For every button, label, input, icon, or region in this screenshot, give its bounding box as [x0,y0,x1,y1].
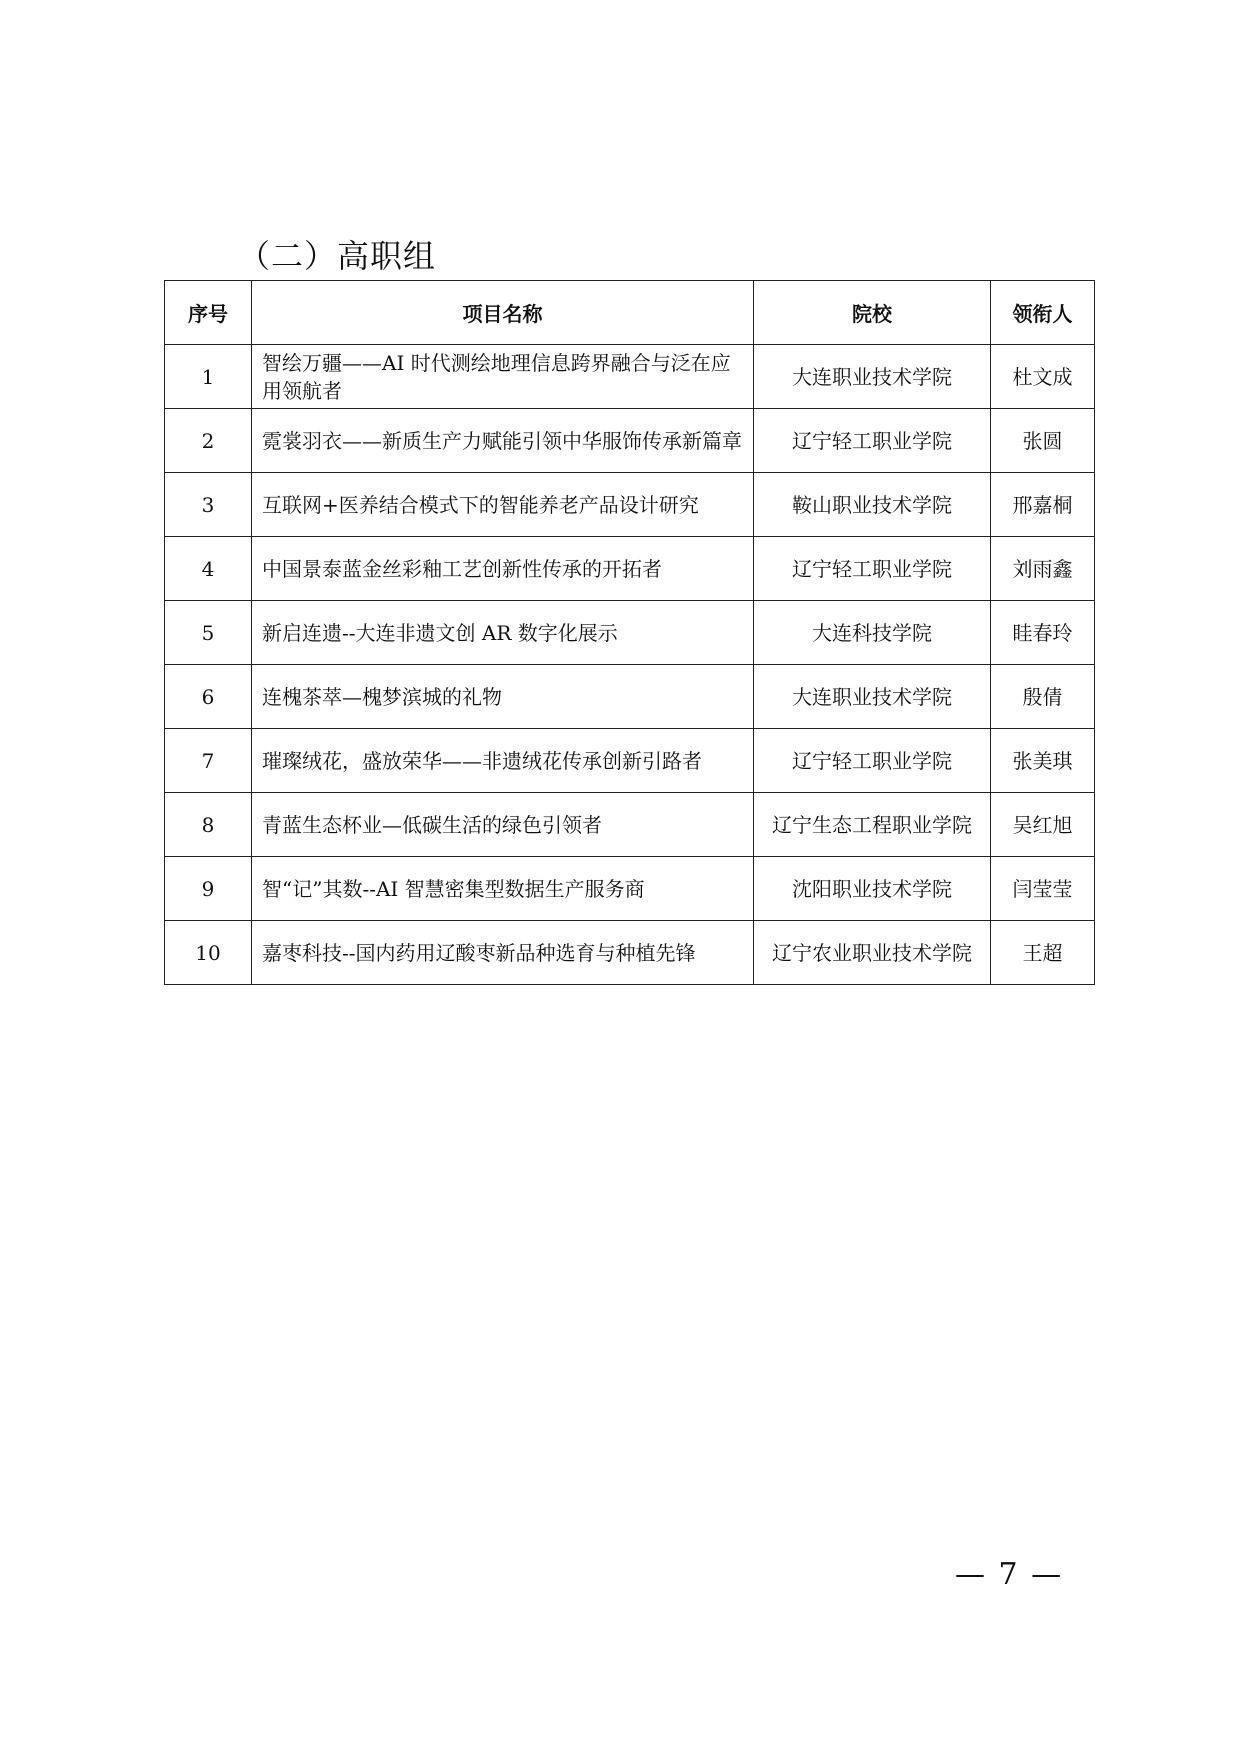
header-leader: 领衔人 [991,281,1095,345]
cell-no: 2 [165,409,252,473]
table-row [165,601,1095,665]
cell-project: 嘉枣科技--国内药用辽酸枣新品种选育与种植先锋 [252,921,754,985]
header-project: 项目名称 [252,281,754,345]
cell-no: 9 [165,857,252,921]
cell-leader: 张美琪 [991,729,1095,793]
cell-school: 辽宁农业职业技术学院 [754,921,991,985]
award-table [164,280,1095,985]
cell-leader: 张圆 [991,409,1095,473]
cell-project: 青蓝生态杯业—低碳生活的绿色引领者 [252,793,754,857]
table-header [165,281,1095,345]
header-school: 院校 [754,281,991,345]
cell-leader: 殷倩 [991,665,1095,729]
cell-school: 沈阳职业技术学院 [754,857,991,921]
cell-no: 4 [165,537,252,601]
cell-school: 大连科技学院 [754,601,991,665]
cell-project: 璀璨绒花，盛放荣华——非遗绒花传承创新引路者 [252,729,754,793]
cell-no: 7 [165,729,252,793]
cell-school: 辽宁轻工职业学院 [754,729,991,793]
table-row [165,729,1095,793]
header-row [165,281,1095,345]
table-row [165,409,1095,473]
cell-leader: 邢嘉桐 [991,473,1095,537]
header-no: 序号 [165,281,252,345]
cell-project: 连槐茶萃—槐梦滨城的礼物 [252,665,754,729]
cell-school: 辽宁生态工程职业学院 [754,793,991,857]
cell-school: 大连职业技术学院 [754,345,991,409]
cell-project: 智“记”其数--AI 智慧密集型数据生产服务商 [252,857,754,921]
cell-leader: 杜文成 [991,345,1095,409]
table-row [165,665,1095,729]
table-row [165,857,1095,921]
cell-project: 新启连遗--大连非遗文创 AR 数字化展示 [252,601,754,665]
table-row [165,345,1095,409]
cell-school: 大连职业技术学院 [754,665,991,729]
table-row [165,473,1095,537]
section-title: （二）高职组 [238,237,437,275]
cell-school: 辽宁轻工职业学院 [754,409,991,473]
table-body [165,345,1095,985]
cell-leader: 闫莹莹 [991,857,1095,921]
cell-no: 3 [165,473,252,537]
cell-no: 5 [165,601,252,665]
page-number: — 7 — [955,1557,1064,1592]
table-row [165,921,1095,985]
cell-leader: 王超 [991,921,1095,985]
cell-no: 10 [165,921,252,985]
cell-leader: 刘雨鑫 [991,537,1095,601]
cell-no: 1 [165,345,252,409]
cell-project: 互联网+医养结合模式下的智能养老产品设计研究 [252,473,754,537]
cell-no: 8 [165,793,252,857]
table-row [165,537,1095,601]
cell-school: 辽宁轻工职业学院 [754,537,991,601]
cell-project: 智绘万疆——AI 时代测绘地理信息跨界融合与泛在应用领航者 [252,345,754,409]
cell-no: 6 [165,665,252,729]
cell-leader: 眭春玲 [991,601,1095,665]
cell-leader: 吴红旭 [991,793,1095,857]
cell-project: 霓裳羽衣——新质生产力赋能引领中华服饰传承新篇章 [252,409,754,473]
cell-school: 鞍山职业技术学院 [754,473,991,537]
table-row [165,793,1095,857]
cell-project: 中国景泰蓝金丝彩釉工艺创新性传承的开拓者 [252,537,754,601]
